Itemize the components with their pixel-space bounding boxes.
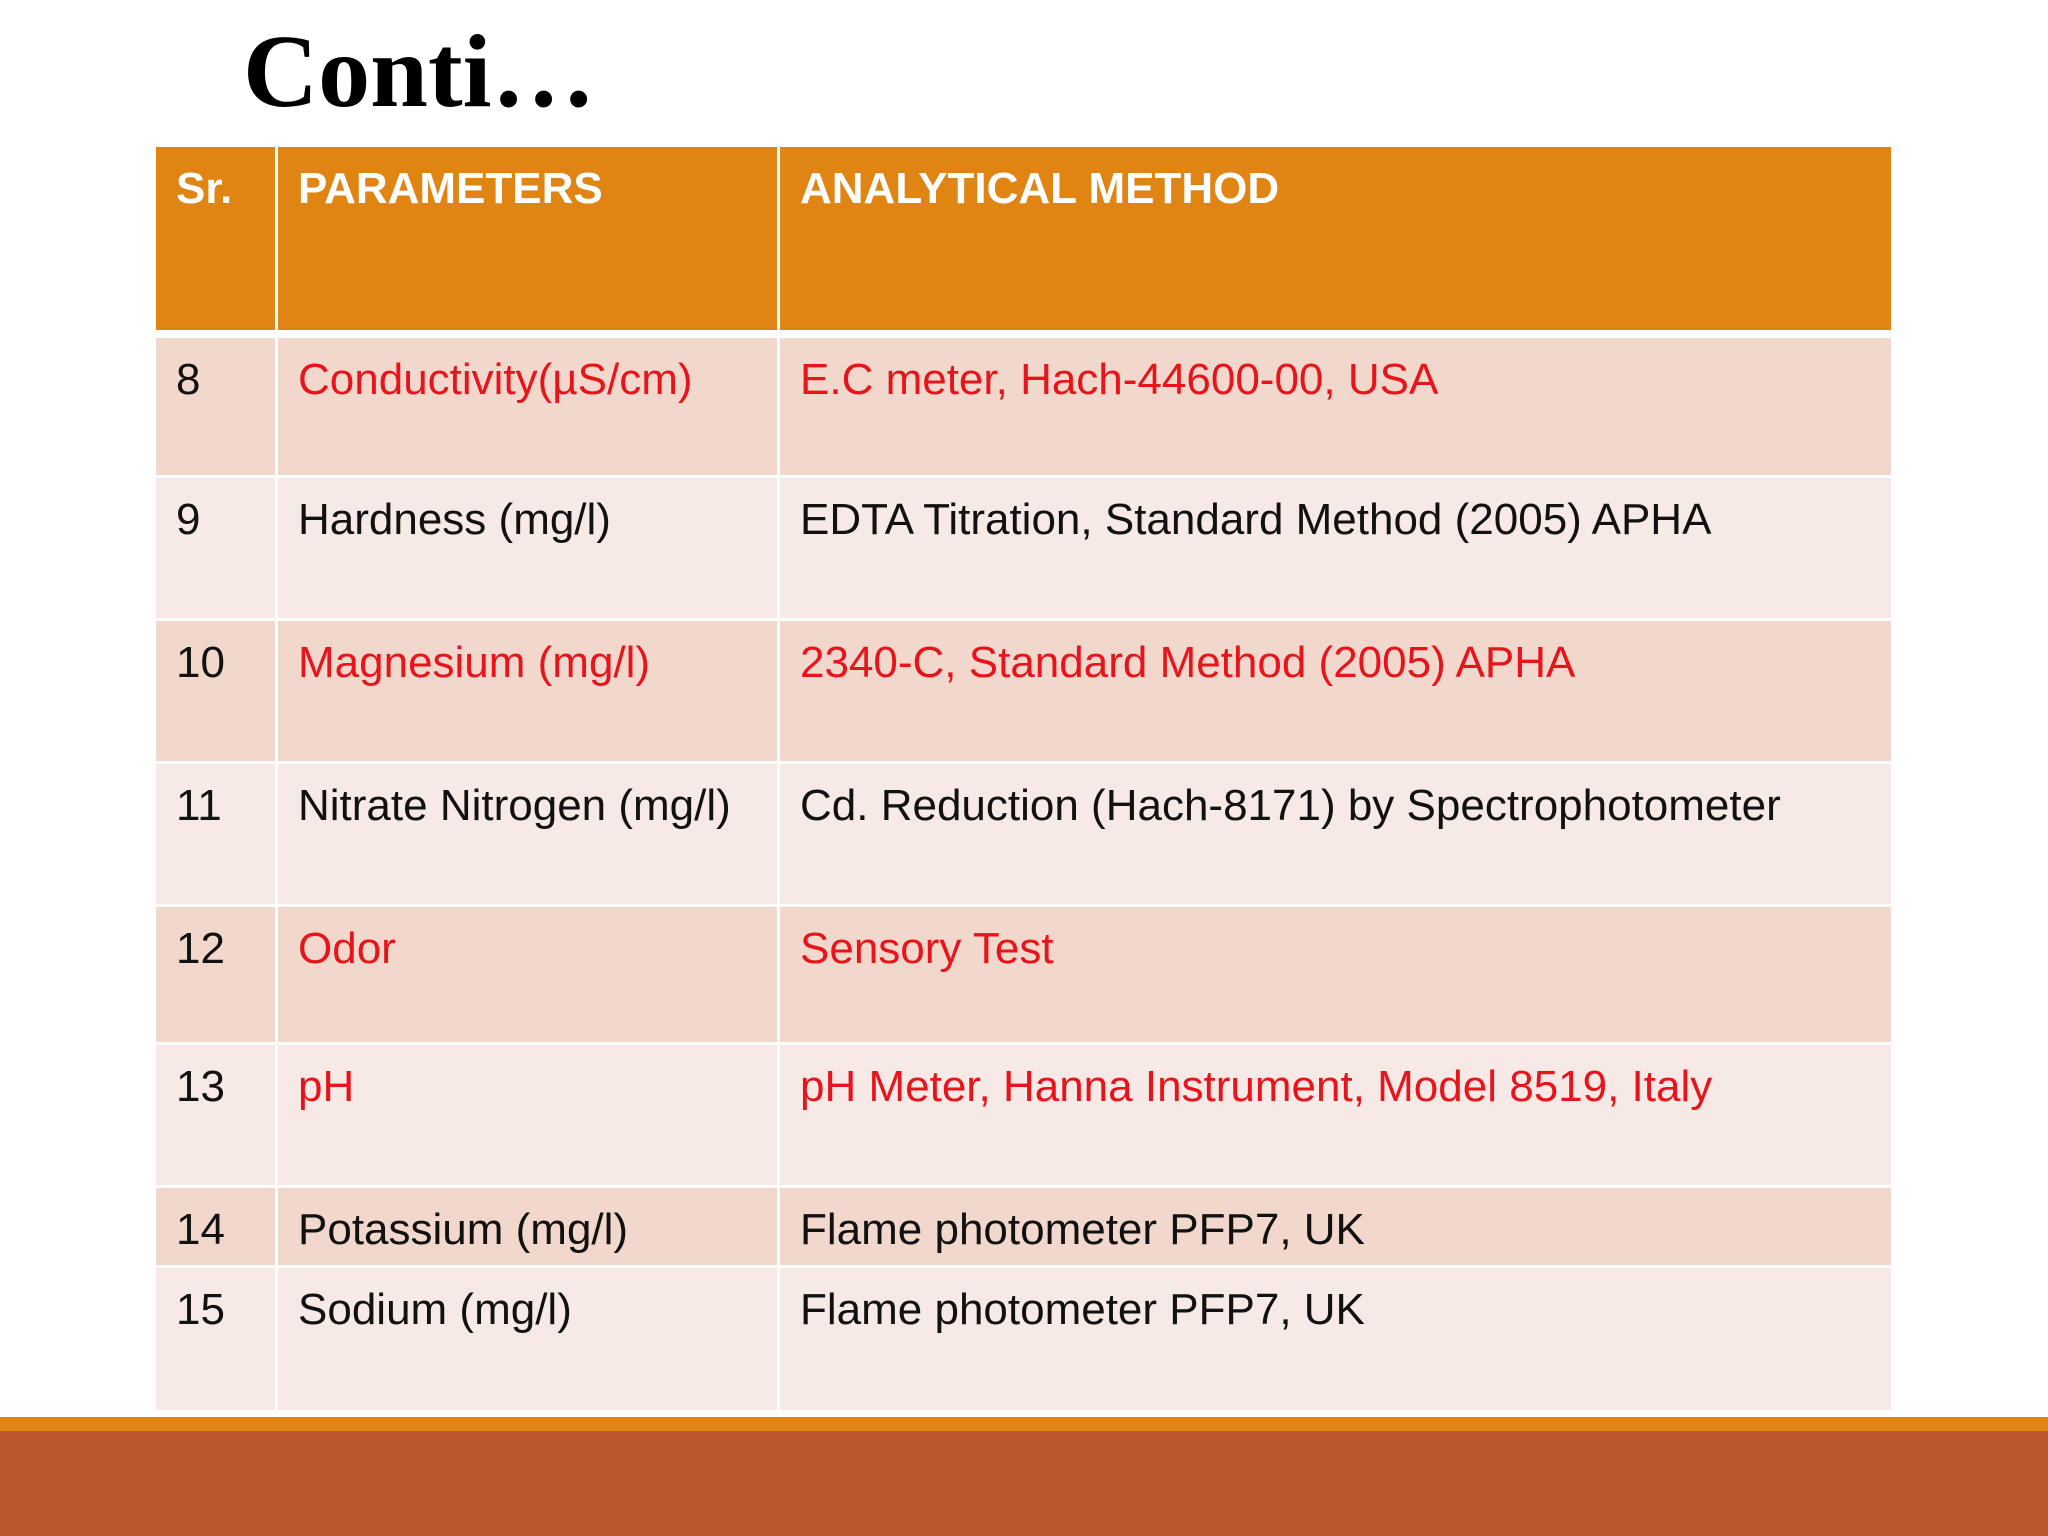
slide-title: Conti… [243, 14, 596, 129]
table-header-row [155, 146, 1893, 334]
method-cell: Sensory Test [779, 906, 1893, 1044]
parameter-cell: Nitrate Nitrogen (mg/l) [277, 763, 779, 906]
sr-cell: 12 [155, 906, 277, 1044]
table-row [155, 1044, 1893, 1187]
parameter-cell: Hardness (mg/l) [277, 477, 779, 620]
parameter-cell: Sodium (mg/l) [277, 1267, 779, 1412]
sr-cell: 8 [155, 334, 277, 477]
footer-accent-line [0, 1417, 2048, 1431]
table-row [155, 1187, 1893, 1267]
sr-cell: 11 [155, 763, 277, 906]
parameter-cell: Potassium (mg/l) [277, 1187, 779, 1267]
method-cell: Flame photometer PFP7, UK [779, 1267, 1893, 1412]
method-cell: Cd. Reduction (Hach-8171) by Spectrophotometer [779, 763, 1893, 906]
parameters-table [153, 144, 1894, 1413]
method-cell: pH Meter, Hanna Instrument, Model 8519, Italy [779, 1044, 1893, 1187]
table-row [155, 334, 1893, 477]
parameters-table-container [153, 144, 1891, 1413]
sr-cell: 13 [155, 1044, 277, 1187]
header-sr: Sr. [155, 146, 277, 334]
parameter-cell: pH [277, 1044, 779, 1187]
method-cell: 2340-C, Standard Method (2005) APHA [779, 620, 1893, 763]
method-cell: E.C meter, Hach-44600-00, USA [779, 334, 1893, 477]
footer-bar [0, 1431, 2048, 1536]
method-cell: EDTA Titration, Standard Method (2005) APHA [779, 477, 1893, 620]
table-row [155, 906, 1893, 1044]
header-analytical-method: ANALYTICAL METHOD [779, 146, 1893, 334]
table-row [155, 620, 1893, 763]
sr-cell: 10 [155, 620, 277, 763]
parameter-cell: Magnesium (mg/l) [277, 620, 779, 763]
parameter-cell: Conductivity(µS/cm) [277, 334, 779, 477]
sr-cell: 9 [155, 477, 277, 620]
table-row [155, 1267, 1893, 1412]
sr-cell: 15 [155, 1267, 277, 1412]
method-cell: Flame photometer PFP7, UK [779, 1187, 1893, 1267]
parameter-cell: Odor [277, 906, 779, 1044]
table-row [155, 763, 1893, 906]
table-row [155, 477, 1893, 620]
sr-cell: 14 [155, 1187, 277, 1267]
header-parameters: PARAMETERS [277, 146, 779, 334]
